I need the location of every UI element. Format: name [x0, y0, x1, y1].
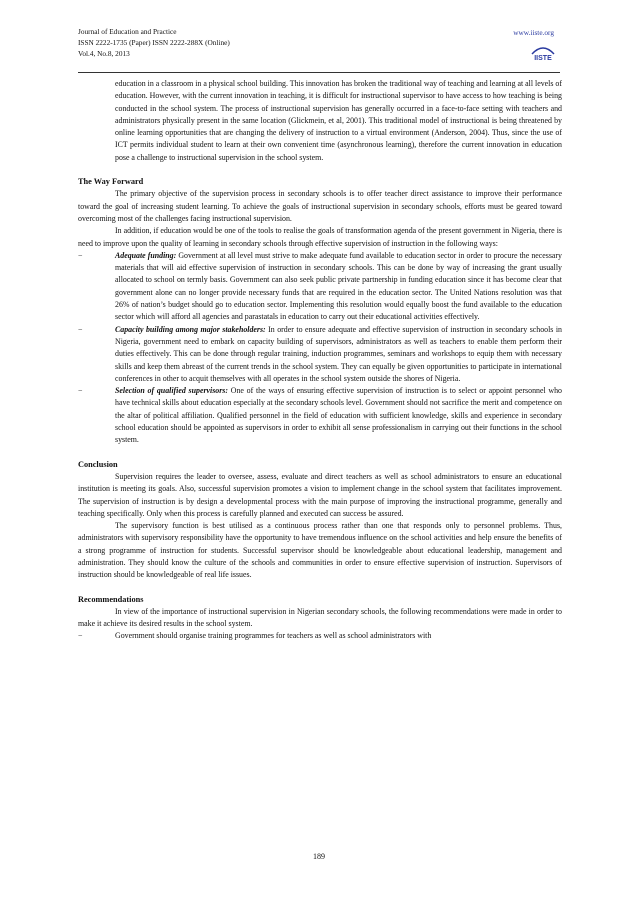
list-item-selection [78, 385, 562, 446]
list-item-capacity [78, 324, 562, 385]
page-number: 189 [313, 852, 325, 861]
heading-conclusion: Conclusion [78, 459, 118, 469]
list-item-text: In order to ensure adequate and effective supervision of instruction in secondary schools in Nigeria, government need to embark on capacity building of supervisors, administrators as well as teachers to enable them perform their duties effectively. This can be done through regular training, induction programmes, seminars and workshops to equip them with necessary skills and keep them abreast of the current trends in the school system. They can equally be given opportunities to participate in international conferences in other to acquit themselves with all operates in the school system outside the shores of Nigeria. [115, 324, 562, 383]
list-item-recommendation-1 [78, 630, 562, 642]
heading-recommendations: Recommendations [78, 594, 144, 604]
list-item-title: Capacity building among major stakeholders: [115, 324, 266, 334]
article-body [78, 78, 562, 643]
page-header [78, 26, 560, 76]
header-divider [78, 72, 560, 73]
conclusion-p1: Supervision requires the leader to oversee, assess, evaluate and direct teachers as well as school administrators to ensure an educational institution is meeting its goals. Also, successful supervision promotes a vision to implement change in the school system that facilitates improvement. The supervision of instruction is by design a developmental process with the main purpose of improving the instructional programme, generally and teaching specifically. Only when this process is carefully planned and executed can success be assured. [78, 471, 562, 518]
list-item-title: Selection of qualified supervisors: [115, 386, 228, 396]
way-forward-p1: The primary objective of the supervision process in secondary schools is to offer teacher direct assistance to improve their performance toward the goal of increasing student learning. To achieve the goals of instructional supervision in secondary schools, efforts must be geared toward overcoming most of the challenges facing instructional supervision. [78, 189, 562, 223]
journal-name: Journal of Education and Practice [78, 27, 177, 36]
iiste-logo-icon [530, 40, 556, 62]
list-item-text: Government at all level must strive to make adequate fund available to education sector in order to procure the necessary materials that will aid effective supervision of instruction in secondary schools. This can be done by way of increasing the grant usually allocated to school on termly basis. Government can also seek public private partnership in funding education since it has become clear that government alone can no longer provide necessary funds that are required in the education sector. The United Nations resolution was that 26% of nation’s budget should go to education sector. Implementing this resolution would equally boost the fund available to the education sector which will afford all agencies and parastatals in education to carry out their educational activities effectively. [115, 250, 562, 322]
list-bullet: − [78, 386, 83, 396]
journal-url[interactable]: www.iiste.org [513, 28, 554, 37]
journal-issn: ISSN 2222-1735 (Paper) ISSN 2222-288X (Online) [78, 38, 230, 47]
list-bullet: − [78, 324, 83, 334]
heading-way-forward: The Way Forward [78, 177, 144, 187]
logo-text: IISTE [534, 55, 552, 62]
journal-info [78, 26, 560, 59]
list-item-text: Government should organise training programmes for teachers as well as school administrators with [115, 631, 432, 641]
conclusion-p2: The supervisory function is best utilised as a continuous process rather than one that responds only to personnel problems. Thus, administrators with supervisory responsibility have the opportunity to have tremendous influence on the school activities and help ensure the benefits of a strong programme of instruction for students. Successful supervisor should be knowledgeable about educational leadership, management and administration. They should know the culture of the schools and communities in order to ensure effective supervision of instruction. Supervisors of instruction should be knowledgeable of real life issues. [78, 521, 562, 580]
list-bullet: − [78, 631, 83, 641]
list-item-funding [78, 250, 562, 324]
journal-volume: Vol.4, No.8, 2013 [78, 49, 130, 58]
list-bullet: − [78, 250, 83, 260]
list-item-text: One of the ways of ensuring effective supervision of instruction is to select or appoint personnel who have technical skills about education especially at the secondary schools level. Government should not sacrifice the merit and competence on the altar of political affiliation. Qualified personnel in the field of education with sufficient knowledge, skills and experience in secondary school education should be appointed as supervisors in order to exhibit all sense professionalism in carrying out their functions in the school system. [115, 386, 562, 445]
way-forward-p2: In addition, if education would be one of the tools to realise the goals of transformation agenda of the present government in Nigeria, there is need to improve upon the quality of learning in secondary schools through effective supervision of instruction in the following ways: [78, 226, 562, 248]
recommendations-p1: In view of the importance of instructional supervision in Nigerian secondary schools, the following recommendations were made in order to make it achieve its desired results in the school system. [78, 606, 562, 629]
intro-paragraph: education in a classroom in a physical school building. This innovation has broken the traditional way of teaching and learning at all levels of education. However, with the current innovation in teaching, it is difficult for instructional supervisor to have access to how teaching is being conducted in the school system. The process of instructional supervision has generally occurred in a face-to-face setting with teachers and administrators physically present in the same location (Glickmein, et al, 2001). This traditional model of instructional is being threatened by online learning opportunities that are changing the delivery of instruction to a virtual environment (Anderson, 2004). Thus, since the use of ICT permits individual student to learn at their own convenient time (asynchronous learning), therefore the current innovation in education pose a challenge to instructional supervision in the school system. [115, 79, 562, 162]
list-item-title: Adequate funding: [115, 250, 177, 260]
